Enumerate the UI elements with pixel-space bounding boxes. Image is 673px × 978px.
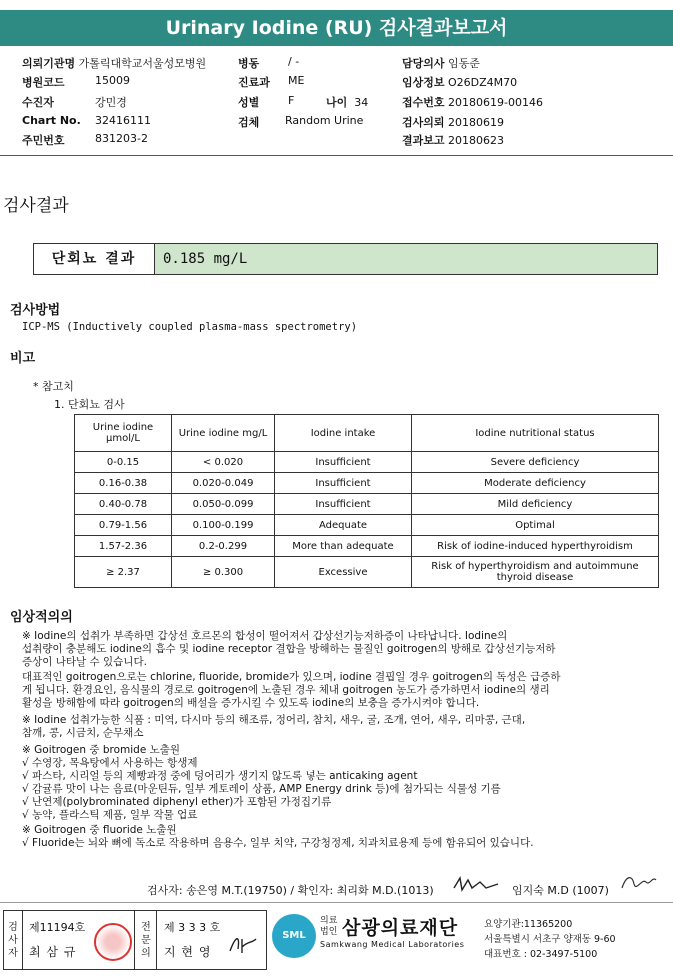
clinical-title: 임상적의의	[10, 610, 73, 625]
table-cell: Moderate deficiency	[412, 473, 659, 494]
org-prefix: 의료법인	[320, 916, 338, 937]
hospital-code-label: 병원코드	[22, 76, 65, 89]
report-date-value: 20180623	[448, 134, 505, 147]
report-title: Urinary Iodine (RU) 검사결과보고서	[0, 10, 673, 46]
table-cell: 0.79-1.56	[75, 515, 172, 536]
table-cell: 0.2-0.299	[172, 536, 275, 557]
sex-value: F	[288, 94, 295, 107]
table-cell: 0.16-0.38	[75, 473, 172, 494]
table-row	[75, 473, 659, 494]
inspector-label: 검사자	[8, 922, 18, 959]
note-line: ※ Goitrogen 중 fluoride 노출원	[22, 824, 177, 836]
table-cell: Mild deficiency	[412, 494, 659, 515]
doctor-label: 담당의사	[402, 57, 445, 70]
specimen-label: 검체	[238, 116, 260, 129]
note-line: 섭취량이 충분해도 iodine의 흡수 및 iodine receptor 결합을 방해하는 물질인 goitrogen의 방해로 갑상선기능저하	[22, 643, 556, 655]
org-english: Samkwang Medical Laboratories	[320, 940, 465, 949]
th-status: Iodine nutritional status	[412, 415, 659, 452]
table-cell: Insufficient	[275, 473, 412, 494]
specialist-label: 전문의	[141, 922, 151, 959]
note-line: √ 난연제(polybrominated diphenyl ether)가 포함된 가정집기류	[22, 796, 332, 808]
table-cell: ≥ 0.300	[172, 557, 275, 588]
chart-label: Chart No.	[22, 114, 81, 127]
signature-image	[226, 931, 260, 957]
result-value: 0.185 mg/L	[155, 244, 657, 274]
footer-certification	[3, 910, 267, 970]
ward-value: / -	[288, 55, 300, 68]
specimen-value: Random Urine	[285, 114, 364, 127]
name-1: 최 삼 규	[29, 945, 77, 959]
note-line: √ 파스타, 시리얼 등의 제빵과정 중에 덩어리가 생기지 않도록 넣는 anticaking agent	[22, 770, 418, 782]
ward-label: 병동	[238, 57, 260, 70]
table-cell: More than adequate	[275, 536, 412, 557]
table-cell: Adequate	[275, 515, 412, 536]
table-cell: 0.020-0.049	[172, 473, 275, 494]
agency-no: 요양기관:11365200	[484, 919, 573, 930]
note-line: 참깨, 콩, 시금치, 순무채소	[22, 727, 144, 739]
note-line: ※ Goitrogen 중 bromide 노출원	[22, 744, 181, 756]
result-label: 단회뇨 결과	[34, 244, 155, 274]
divider	[0, 155, 673, 156]
signature-image	[452, 874, 500, 894]
report-date-label: 결과보고	[402, 134, 445, 147]
clinical-notes	[22, 630, 561, 850]
reference-table	[74, 414, 659, 588]
phone: 대표번호 : 02-3497-5100	[484, 949, 598, 960]
th-intake: Iodine intake	[275, 415, 412, 452]
remarks-title: 비고	[10, 351, 36, 366]
method-title: 검사방법	[10, 303, 61, 318]
official-seal	[94, 923, 132, 961]
table-cell: 0-0.15	[75, 452, 172, 473]
reference-label: * 참고치	[33, 380, 74, 393]
note-line: 대표적인 goitrogen으로는 chlorine, fluoride, bromide가 있으며, iodine 결핍일 경우 goitrogen의 독성은 급증하	[22, 671, 561, 683]
signer2: 임지숙 M.D (1007)	[512, 884, 609, 897]
sex-label: 성별	[238, 96, 260, 109]
age-label: 나이	[326, 96, 348, 109]
id-label: 주민번호	[22, 134, 65, 147]
table-cell: Risk of hyperthyroidism and autoimmune thyroid disease	[412, 557, 659, 588]
table-cell: Insufficient	[275, 494, 412, 515]
request-date-value: 20180619	[448, 116, 505, 129]
table-cell: 0.40-0.78	[75, 494, 172, 515]
table-row	[75, 494, 659, 515]
dept-label: 진료과	[238, 76, 270, 89]
table-cell: ≥ 2.37	[75, 557, 172, 588]
signatures-line: 검사자: 송은영 M.T.(19750) / 확인자: 최리화 M.D.(1013)	[147, 884, 434, 897]
table-cell: Optimal	[412, 515, 659, 536]
divider	[0, 902, 673, 903]
chart-value: 32416111	[95, 114, 151, 127]
note-line: 증상이 나타날 수 있습니다.	[22, 656, 147, 668]
note-line: ※ Iodine의 섭취가 부족하면 갑상선 호르몬의 합성이 떨어져서 갑상선기능저하증이 나타납니다. Iodine의	[22, 630, 508, 642]
org-name: 삼광의료재단	[342, 917, 459, 939]
table-row	[75, 452, 659, 473]
age-value: 34	[354, 96, 369, 109]
note-line: 게 됩니다. 환경요인, 음식물의 경로로 goitrogen에 노출된 경우 체내 goitrogen 농도가 증가하면서 iodine의 생리	[22, 684, 550, 696]
institution-value: 가톨릭대학교서울성모병원	[78, 57, 207, 70]
table-cell: 1.57-2.36	[75, 536, 172, 557]
table-row	[75, 515, 659, 536]
table-cell: < 0.020	[172, 452, 275, 473]
table-cell: Excessive	[275, 557, 412, 588]
id-value: 831203-2	[95, 132, 148, 145]
note-line: √ 수영장, 목욕탕에서 사용하는 항생제	[22, 757, 198, 769]
receipt-no-value: 20180619-00146	[448, 96, 543, 109]
license-no-2: 제 3 3 3 호	[164, 921, 221, 934]
table-row	[75, 557, 659, 588]
patient-label: 수진자	[22, 96, 54, 109]
signature-image	[618, 870, 658, 896]
sml-logo: SML	[272, 914, 316, 958]
table-cell: 0.050-0.099	[172, 494, 275, 515]
institution-label: 의뢰기관명	[22, 57, 76, 70]
address: 서울특별시 서초구 양재동 9-60	[484, 934, 616, 945]
table-cell: 0.100-0.199	[172, 515, 275, 536]
dept-value: ME	[288, 74, 305, 87]
table-cell: Severe deficiency	[412, 452, 659, 473]
th-umol: Urine iodine μmol/L	[75, 415, 172, 452]
table-cell: Insufficient	[275, 452, 412, 473]
patient-value: 강민경	[95, 96, 127, 109]
method-text: ICP-MS (Inductively coupled plasma-mass spectrometry)	[22, 321, 358, 333]
receipt-no-label: 접수번호	[402, 96, 445, 109]
table-row	[75, 536, 659, 557]
th-mg: Urine iodine mg/L	[172, 415, 275, 452]
note-line: √ 감귤류 맛이 나는 음료(마운틴듀, 일부 게토레이 상품, AMP Energy drink 등)에 첨가되는 식물성 기름	[22, 783, 501, 795]
note-line: 활성을 방해함에 따라 goitrogen의 배설을 증가시킬 수 있도록 iodine의 보충을 증가시켜야 합니다.	[22, 697, 480, 709]
note-line: ※ Iodine 섭취가능한 식품 : 미역, 다시마 등의 해조류, 정어리, 참치, 새우, 굴, 조개, 연어, 새우, 리마콩, 근대,	[22, 714, 526, 726]
result-box	[33, 243, 658, 275]
section-result-title: 검사결과	[3, 196, 69, 216]
doctor-value: 임동준	[448, 57, 480, 70]
note-line: √ Fluoride는 뇌와 뼈에 독소로 작용하며 음용수, 일부 치약, 구강청정제, 치과치료용제 등에 함유되어 있습니다.	[22, 837, 534, 849]
note-line: √ 농약, 플라스틱 제품, 일부 작물 업료	[22, 809, 198, 821]
clinical-info-value: O26DZ4M70	[448, 76, 518, 89]
name-2: 지 현 영	[164, 945, 212, 959]
reference-item: 1. 단회뇨 검사	[54, 398, 125, 411]
table-cell: Risk of iodine-induced hyperthyroidism	[412, 536, 659, 557]
clinical-info-label: 임상정보	[402, 76, 445, 89]
request-date-label: 검사의뢰	[402, 116, 445, 129]
hospital-code-value: 15009	[95, 74, 130, 87]
license-no-1: 제11194호	[29, 921, 86, 934]
